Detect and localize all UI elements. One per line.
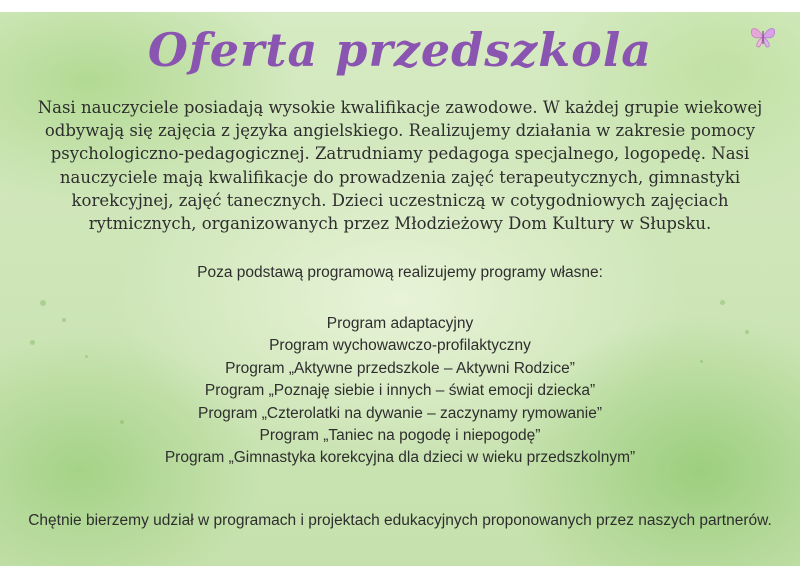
list-item: Program „Gimnastyka korekcyjna dla dzieci w wieku przedszkolnym” [164,449,636,467]
butterfly-icon [748,22,778,52]
list-item: Program „Taniec na pogodę i niepogodę” [259,427,541,445]
top-border [0,0,800,12]
page-title: Oferta przedszkola [147,23,653,77]
list-item: Program „Aktywne przedszkole – Aktywni Rodzice” [225,359,575,377]
intro-paragraph: Nasi nauczyciele posiadają wysokie kwalifikacje zawodowe. W każdej grupie wiekowej odbywają się zajęcia z języka angielskiego. Realizujemy działania w zakresie pomocy psychologiczno-pedagogicznej. Zatrudniamy pedagoga specjalnego, logopedę. Nasi nauczyciele mają kwalifikacje do prowadzenia zajęć terapeutycznych, gimnastyki korekcyjnej, zajęć tanecznych. Dzieci uczestniczą w cotygodniowych zajęciach rytmicznych, organizowanych przez Młodzieżowy Dom Kultury w Słupsku. [37,98,763,234]
paint-speck [40,300,46,306]
list-item: Program „Czterolatki na dywanie – zaczynamy rymowanie” [197,404,602,422]
closing-paragraph: Chętnie bierzemy udział w programach i projektach edukacyjnych proponowanych przez naszych partnerów. [28,512,772,529]
paint-speck [720,300,725,305]
list-item: Program wychowawczo-profilaktyczny [269,337,531,355]
programs-heading: Poza podstawą programową realizujemy programy własne: [197,264,603,281]
list-item: Program „Poznaję siebie i innych – świat emocji dziecka” [204,382,596,400]
list-item: Program adaptacyjny [326,315,474,332]
programs-list [0,313,800,470]
